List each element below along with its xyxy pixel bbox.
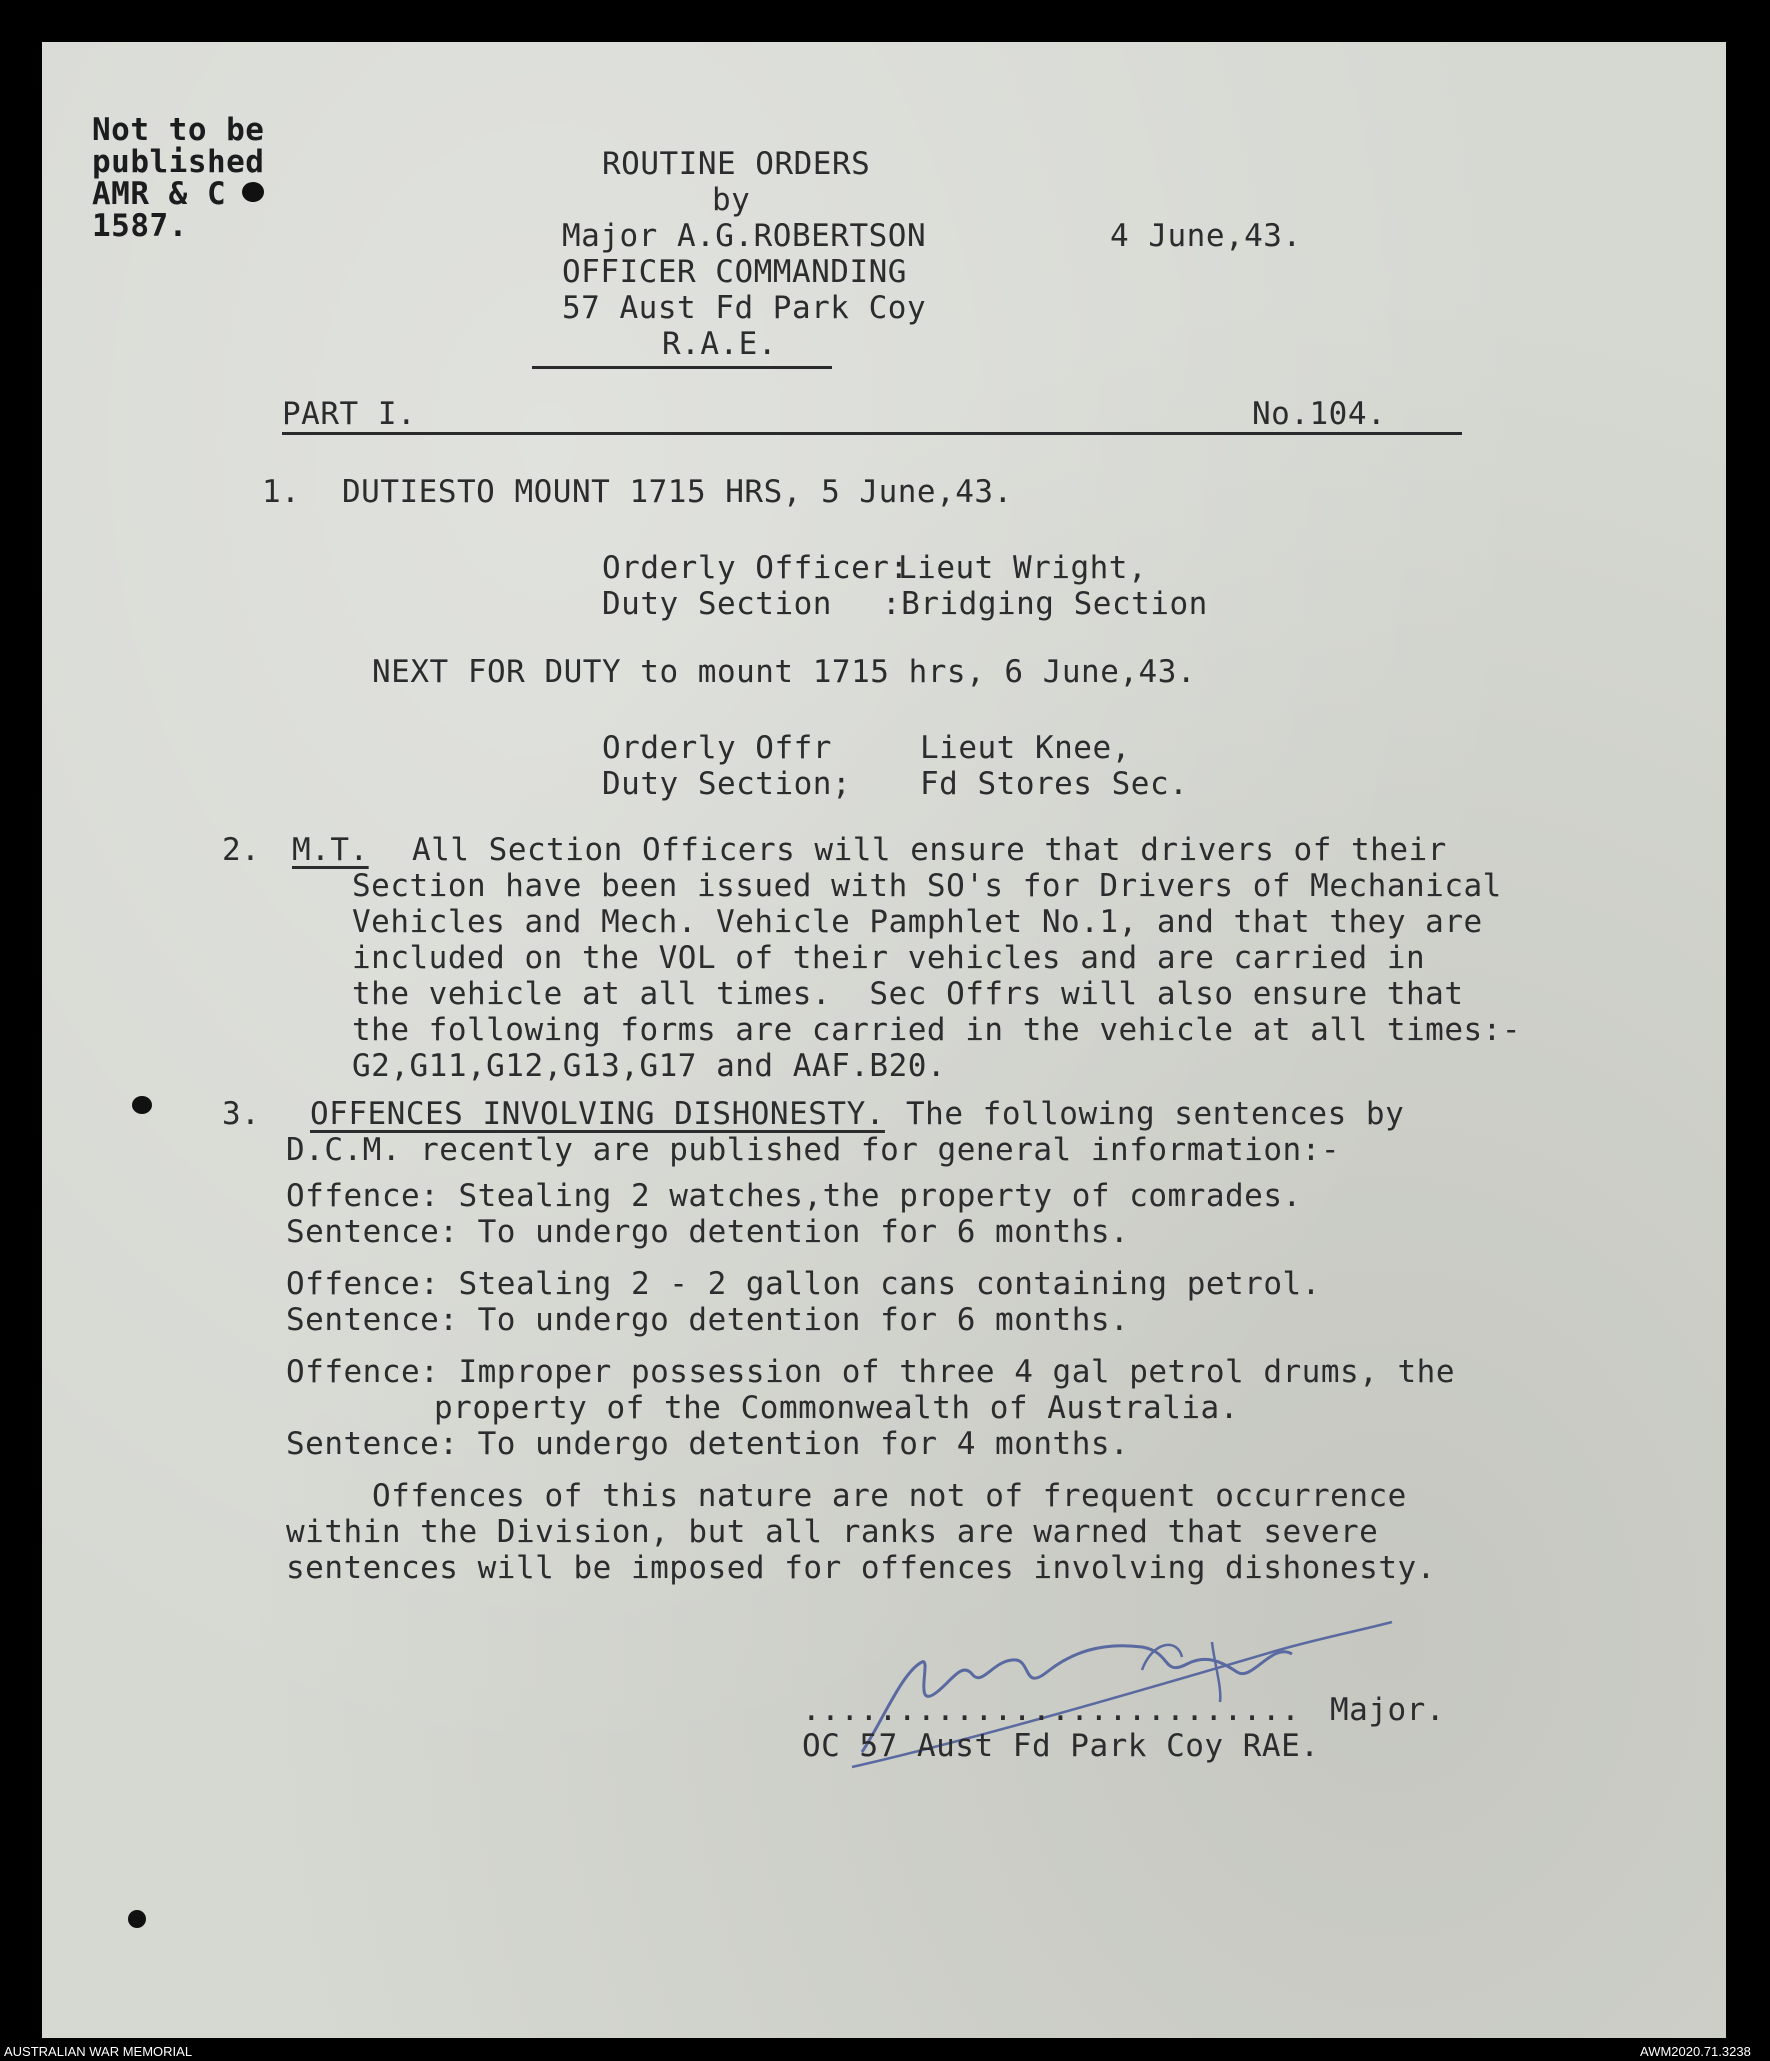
- part-number: No.104.: [1252, 396, 1387, 432]
- item2-line: All Section Officers will ensure that drivers of their: [412, 832, 1447, 868]
- heading-title: ROUTINE ORDERS: [602, 146, 871, 182]
- closing-line: Offences of this nature are not of frequent occurrence: [372, 1478, 1407, 1514]
- offence-continuation: property of the Commonwealth of Australia.: [434, 1390, 1239, 1426]
- heading-corps: R.A.E.: [662, 326, 777, 362]
- punch-hole: [242, 182, 264, 202]
- duty-section-value: :Bridging Section: [882, 586, 1208, 622]
- corner-note-line: Not to be: [92, 112, 265, 148]
- item1-number: 1.: [262, 474, 301, 510]
- corner-note-line: 1587.: [92, 208, 188, 244]
- next-section-value: Fd Stores Sec.: [920, 766, 1189, 802]
- duty-section-label: Duty Section: [602, 586, 832, 622]
- item3-number: 3.: [222, 1096, 261, 1132]
- item2-label: M.T.: [292, 832, 369, 868]
- next-section-label: Duty Section;: [602, 766, 852, 802]
- item1-heading: DUTIESTO MOUNT 1715 HRS, 5 June,43.: [342, 474, 1013, 510]
- offence-line: Offence: Improper possession of three 4 gal petrol drums, the: [286, 1354, 1455, 1390]
- next-officer-label: Orderly Offr: [602, 730, 832, 766]
- heading-officer: Major A.G.ROBERTSON: [562, 218, 927, 254]
- part-label: PART I.: [282, 396, 417, 432]
- punch-hole: [132, 1096, 152, 1114]
- item2-line: Section have been issued with SO's for Drivers of Mechanical: [352, 868, 1502, 904]
- signature-dots: ..........................: [802, 1692, 1301, 1728]
- item2-line: the vehicle at all times. Sec Offrs will also ensure that: [352, 976, 1464, 1012]
- item3-label: OFFENCES INVOLVING DISHONESTY.: [310, 1096, 885, 1132]
- sentence-line: Sentence: To undergo detention for 6 months.: [286, 1214, 1130, 1250]
- item2-line: the following forms are carried in the vehicle at all times:-: [352, 1012, 1521, 1048]
- punch-hole: [128, 1910, 146, 1928]
- footer-credit: AUSTRALIAN WAR MEMORIAL: [4, 2044, 193, 2059]
- next-duty-heading: NEXT FOR DUTY to mount 1715 hrs, 6 June,43.: [372, 654, 1197, 690]
- item2-line: included on the VOL of their vehicles and are carried in: [352, 940, 1426, 976]
- heading-rule: [532, 366, 832, 369]
- orderly-officer-value: Lieut Wright,: [898, 550, 1148, 586]
- orderly-officer-label: Orderly Officer:: [602, 550, 909, 586]
- sentence-line: Sentence: To undergo detention for 4 months.: [286, 1426, 1130, 1462]
- offence-line: Offence: Stealing 2 - 2 gallon cans containing petrol.: [286, 1266, 1321, 1302]
- part-rule: [282, 432, 1462, 435]
- corner-note-line: AMR & C: [92, 176, 227, 212]
- item2-number: 2.: [222, 832, 261, 868]
- heading-by: by: [712, 182, 751, 218]
- next-officer-value: Lieut Knee,: [920, 730, 1131, 766]
- item3-intro: The following sentences by: [906, 1096, 1405, 1132]
- heading-role: OFFICER COMMANDING: [562, 254, 907, 290]
- closing-line: sentences will be imposed for offences involving dishonesty.: [286, 1550, 1436, 1586]
- sentence-line: Sentence: To undergo detention for 6 months.: [286, 1302, 1130, 1338]
- item2-line: G2,G11,G12,G13,G17 and AAF.B20.: [352, 1048, 947, 1084]
- heading-unit: 57 Aust Fd Park Coy: [562, 290, 927, 326]
- signature-rank: Major.: [1330, 1692, 1445, 1728]
- footer-reference: AWM2020.71.3238: [1640, 2044, 1751, 2059]
- item2-line: Vehicles and Mech. Vehicle Pamphlet No.1, and that they are: [352, 904, 1483, 940]
- closing-line: within the Division, but all ranks are warned that severe: [286, 1514, 1379, 1550]
- signature-title: OC 57 Aust Fd Park Coy RAE.: [802, 1728, 1320, 1764]
- corner-note-line: published: [92, 144, 265, 180]
- offence-line: Offence: Stealing 2 watches,the property of comrades.: [286, 1178, 1302, 1214]
- heading-date: 4 June,43.: [1110, 218, 1302, 254]
- document-sheet: [42, 42, 1726, 2038]
- item3-intro: D.C.M. recently are published for general information:-: [286, 1132, 1340, 1168]
